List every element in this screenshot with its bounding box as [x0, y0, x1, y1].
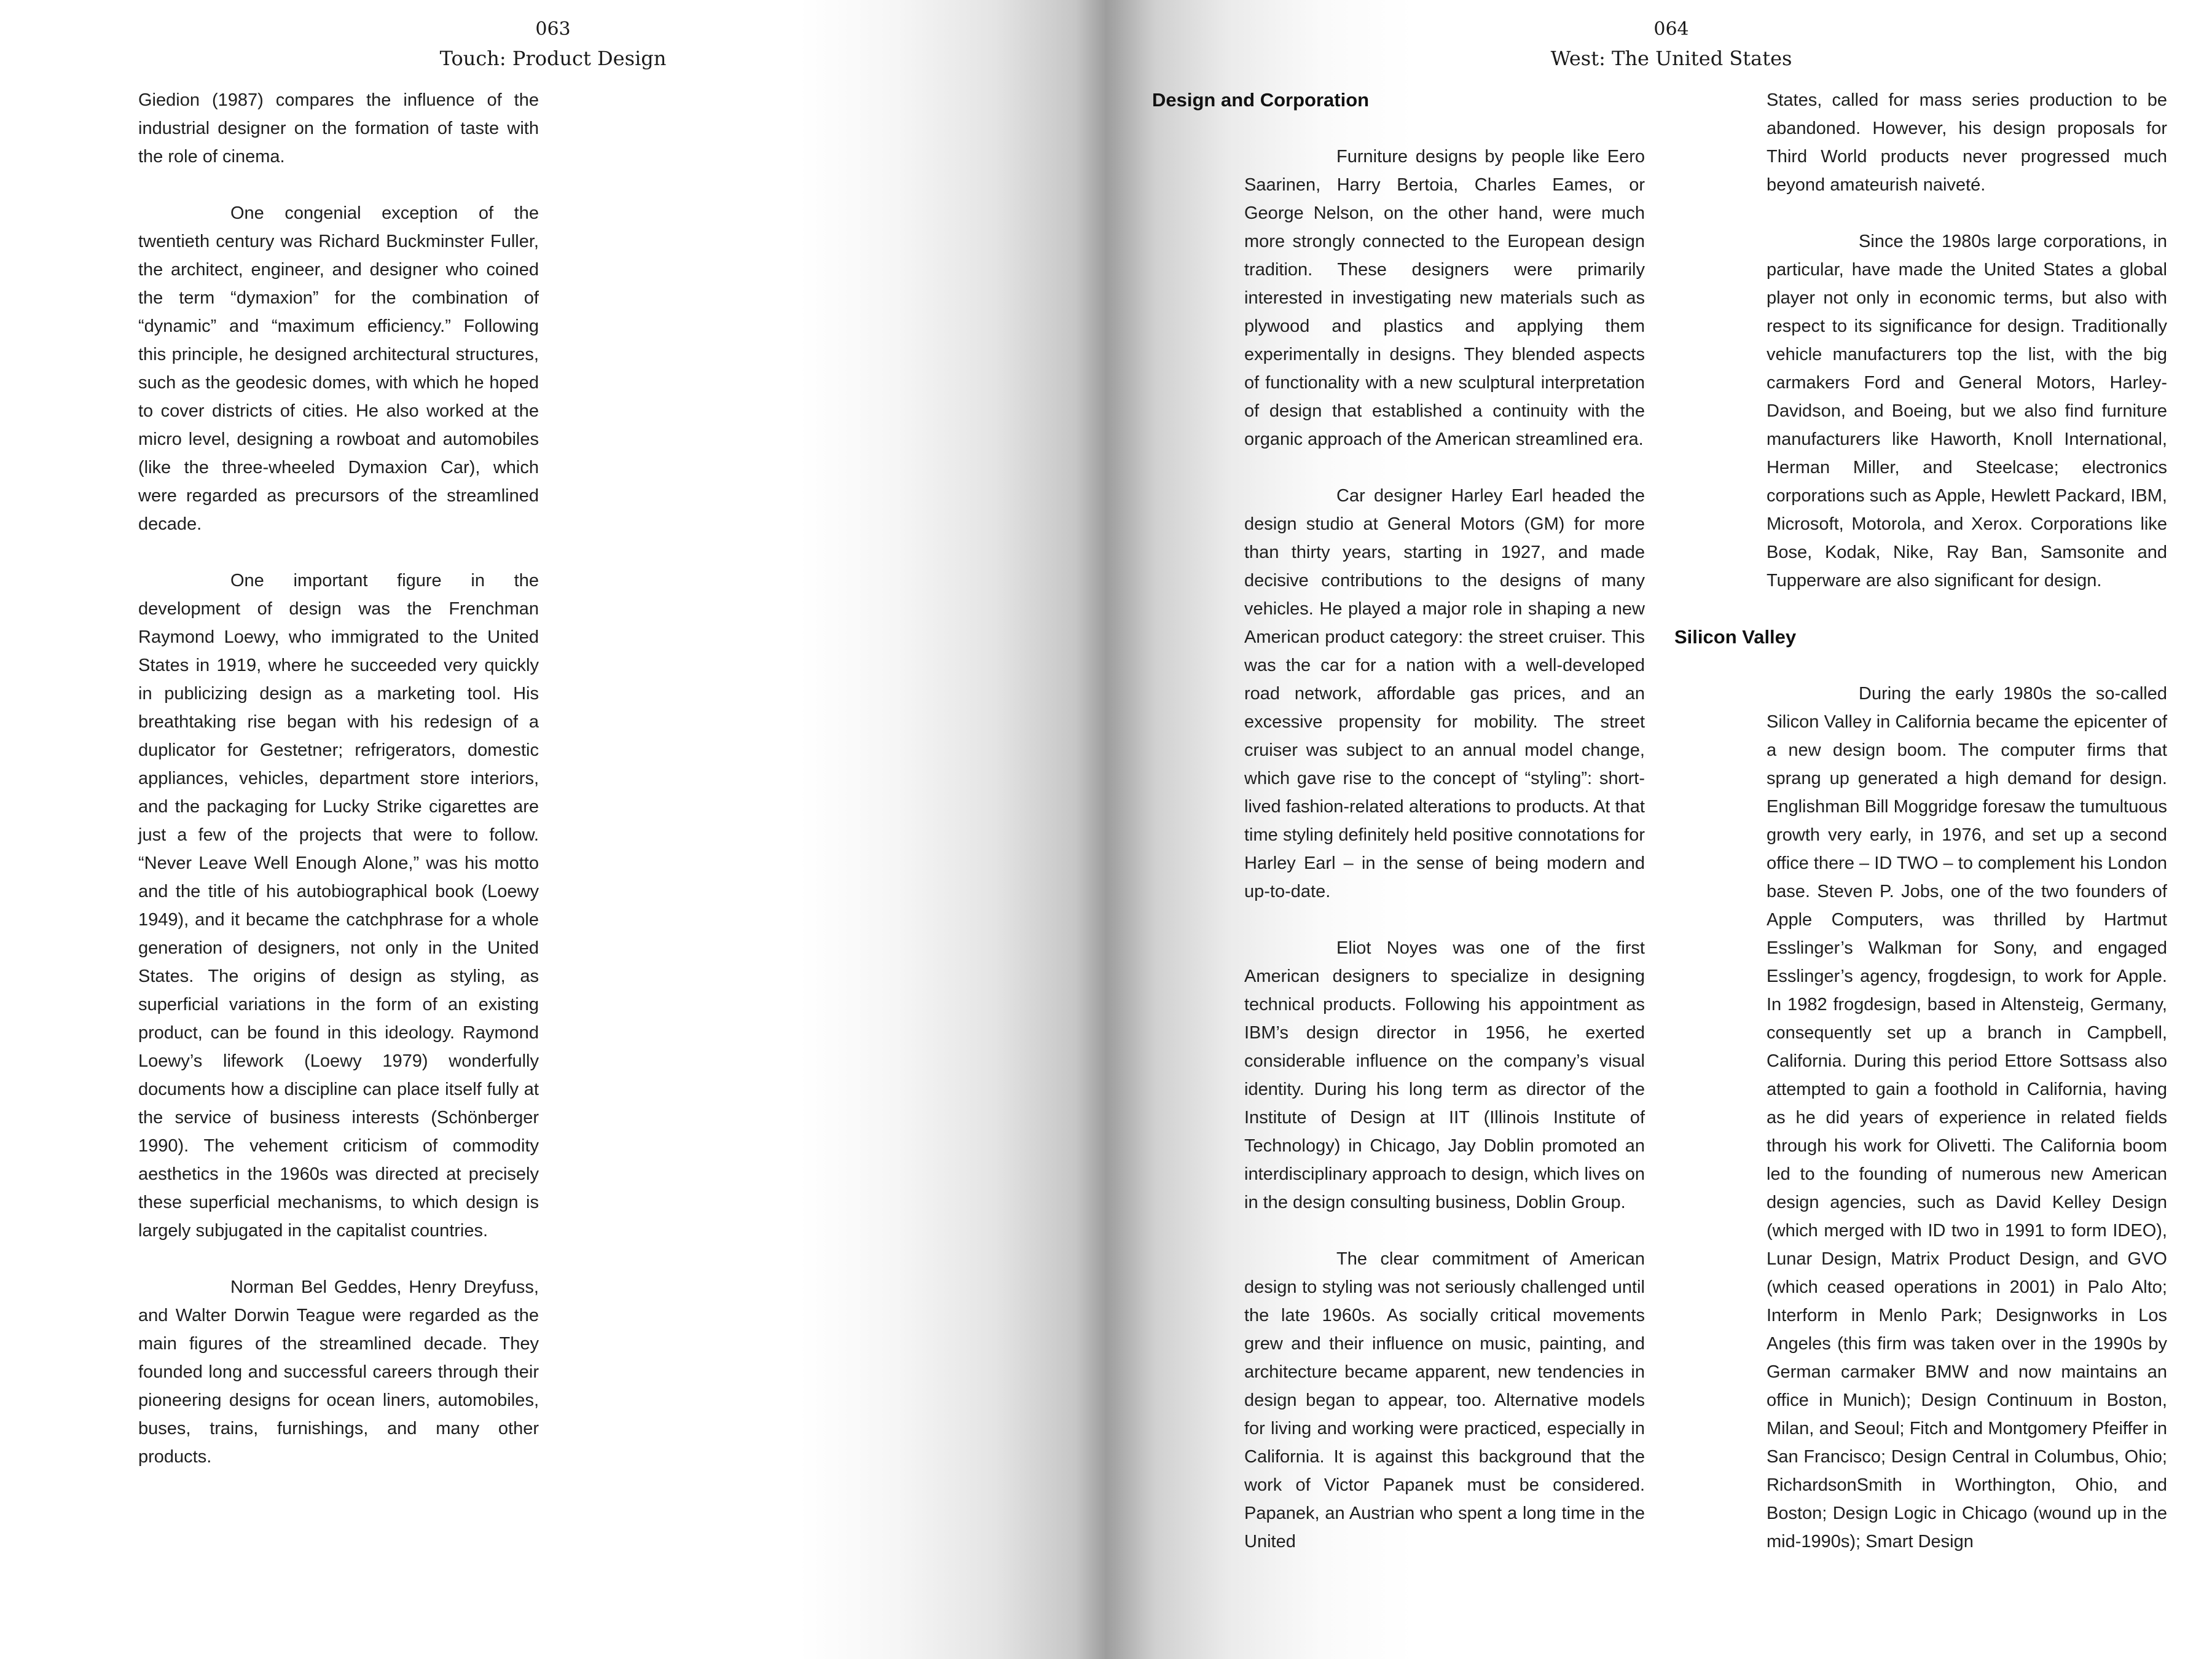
paragraph: One important figure in the development of design was the Frenchman Raymond Loewy, who immigrated to the United States in 1919, where he succeeded very quickly in publicizing design as a marketing tool. His breathtaking rise began with his redesign of a duplicator for Gestetner; refrigerators, domestic appliances, vehicles, department store interiors, and the packaging for Lucky Strike cigarettes are just a few of the projects that were to follow. “Never Leave Well Enough Alone,” was his motto and the title of his autobiographical book (Loewy 1949), and it became the catchphrase for a whole generation of designers, not only in the United States. The origins of design as styling, as superficial variations in the form of an existing product, can be found in this ideology. Raymond Loewy’s lifework (Loewy 1979) wonderfully documents how a discipline can place itself fully at the service of business interests (Schönberger 1990). The vehement criticism of commodity aesthetics in the 1960s was directed at precisely these superficial mechanisms, to which design is largely subjugated in the capitalist countries. [138, 571, 539, 1241]
paragraph: Norman Bel Geddes, Henry Dreyfuss, and Walter Dorwin Teague were regarded as the main figures of the streamlined decade. They founded long and successful careers through their pioneering designs for ocean liners, automobiles, buses, trains, furnishings, and many other products. [138, 1277, 539, 1467]
right-page-column-1 [1152, 86, 1645, 1584]
paragraph: During the early 1980s the so-called Silicon Valley in California became the epicenter of a new design boom. The computer firms that sprang up generated a high demand for design. Englishman Bill Moggridge foresaw the tumultuous growth very early, in 1976, and set up a second office there – ID TWO – to complement his London base. Steven P. Jobs, one of the two founders of Apple Computers, was thrilled by Hartmut Esslinger’s Walkman for Sony, and engaged Esslinger’s agency, frogdesign, to work for Apple. In 1982 frogdesign, based in Altensteig, Germany, consequently set up a branch in Campbell, California. During this period Ettore Sottsass also attempted to gain a foothold in California, having as he did years of experience in related fields through his work for Olivetti. The California boom led to the founding of numerous new American design agencies, such as David Kelley Design (which merged with ID two in 1991 to form IDEO), Lunar Design, Matrix Product Design, and GVO (which ceased operations in 2001) in Palo Alto; Interform in Menlo Park; Designworks in Los Angeles (this firm was taken over in the 1990s by German carmaker BMW and now maintains an office in Munich); Design Continuum in Boston, Milan, and Seoul; Fitch and Montgomery Pfeiffer in San Francisco; Design Central in Columbus, Ohio; RichardsonSmith in Worthington, Ohio, and Boston; Design Logic in Chicago (wound up in the mid-1990s); Smart Design [1767, 684, 2167, 1551]
paragraph: Since the 1980s large corporations, in particular, have made the United States a global player not only in economic terms, but also with respect to its significance for design. Traditionally vehicle manufacturers top the list, with the big carmakers Ford and General Motors, Harley-Davidson, and Boeing, but we also find furniture manufacturers like Haworth, Knoll International, Herman Miller, and Steelcase; electronics corporations such as Apple, Hewlett Packard, IBM, Microsoft, Motorola, and Xerox. Corporations like Bose, Kodak, Nike, Ray Ban, Samsonite and Tupperware are also significant for design. [1767, 232, 2167, 590]
left-page-number: 063 [535, 18, 571, 40]
section-heading-design-and-corporation: Design and Corporation [1152, 89, 1370, 111]
paragraph: Eliot Noyes was one of the first American designers to specialize in designing technical products. Following his appointment as IBM’s design director in 1956, he exerted considerable influence on the company’s visual identity. During his long term as director of the Institute of Design at IIT (Illinois Institute of Technology) in Chicago, Jay Doblin promoted an interdisciplinary approach to design, which lives on in the design consulting business, Doblin Group. [1244, 938, 1645, 1212]
paragraph: One congenial exception of the twentieth century was Richard Buckminster Fuller, the architect, engineer, and designer who coined the term “dymaxion” for the combination of “dynamic” and “maximum efficiency.” Following this principle, he designed architectural structures, such as the geodesic domes, with which he hoped to cover districts of cities. He also worked at the micro level, designing a rowboat and automobiles (like the three-wheeled Dymaxion Car), which were regarded as precursors of the streamlined decade. [138, 203, 539, 534]
paragraph: States, called for mass series production to be abandoned. However, his design proposals for Third World products never progressed much beyond amateurish naiveté. [1767, 90, 2167, 195]
paragraph: Car designer Harley Earl headed the design studio at General Motors (GM) for more than thirty years, starting in 1927, and made decisive contributions to the designs of many vehicles. He played a major role in shaping a new American product category: the street cruiser. This was the car for a nation with a well-developed road network, affordable gas prices, and an excessive propensity for mobility. The street cruiser was subject to an annual model change, which gave rise to the concept of “styling”: short-lived fashion-related alterations to products. At that time styling definitely held positive connotations for Harley Earl – in the sense of being modern and up-to-date. [1244, 486, 1645, 901]
paragraph: Giedion (1987) compares the influence of the industrial designer on the formation of taste with the role of cinema. [138, 90, 539, 167]
right-running-head: West: The United States [1550, 47, 1792, 70]
right-page-number: 064 [1653, 18, 1689, 40]
left-running-head: Touch: Product Design [439, 47, 667, 70]
paragraph: Furniture designs by people like Eero Saarinen, Harry Bertoia, Charles Eames, or George Nelson, on the other hand, were much more strongly connected to the European design tradition. These designers were primarily interested in investigating new materials such as plywood and plastics and applying them experimentally in designs. They blended aspects of functionality with a new sculptural interpretation of design that established a continuity with the organic approach of the American streamlined era. [1244, 147, 1645, 449]
right-page-column-2 [1674, 86, 2167, 1584]
section-heading-silicon-valley: Silicon Valley [1674, 626, 1797, 648]
left-page-column [138, 86, 539, 1499]
paragraph: The clear commitment of American design to styling was not seriously challenged until the late 1960s. As socially critical movements grew and their influence on music, painting, and architecture became apparent, new tendencies in design began to appear, too. Alternative models for living and working were practiced, especially in California. It is against this background that the work of Victor Papanek must be considered. Papanek, an Austrian who spent a long time in the United [1244, 1249, 1645, 1551]
